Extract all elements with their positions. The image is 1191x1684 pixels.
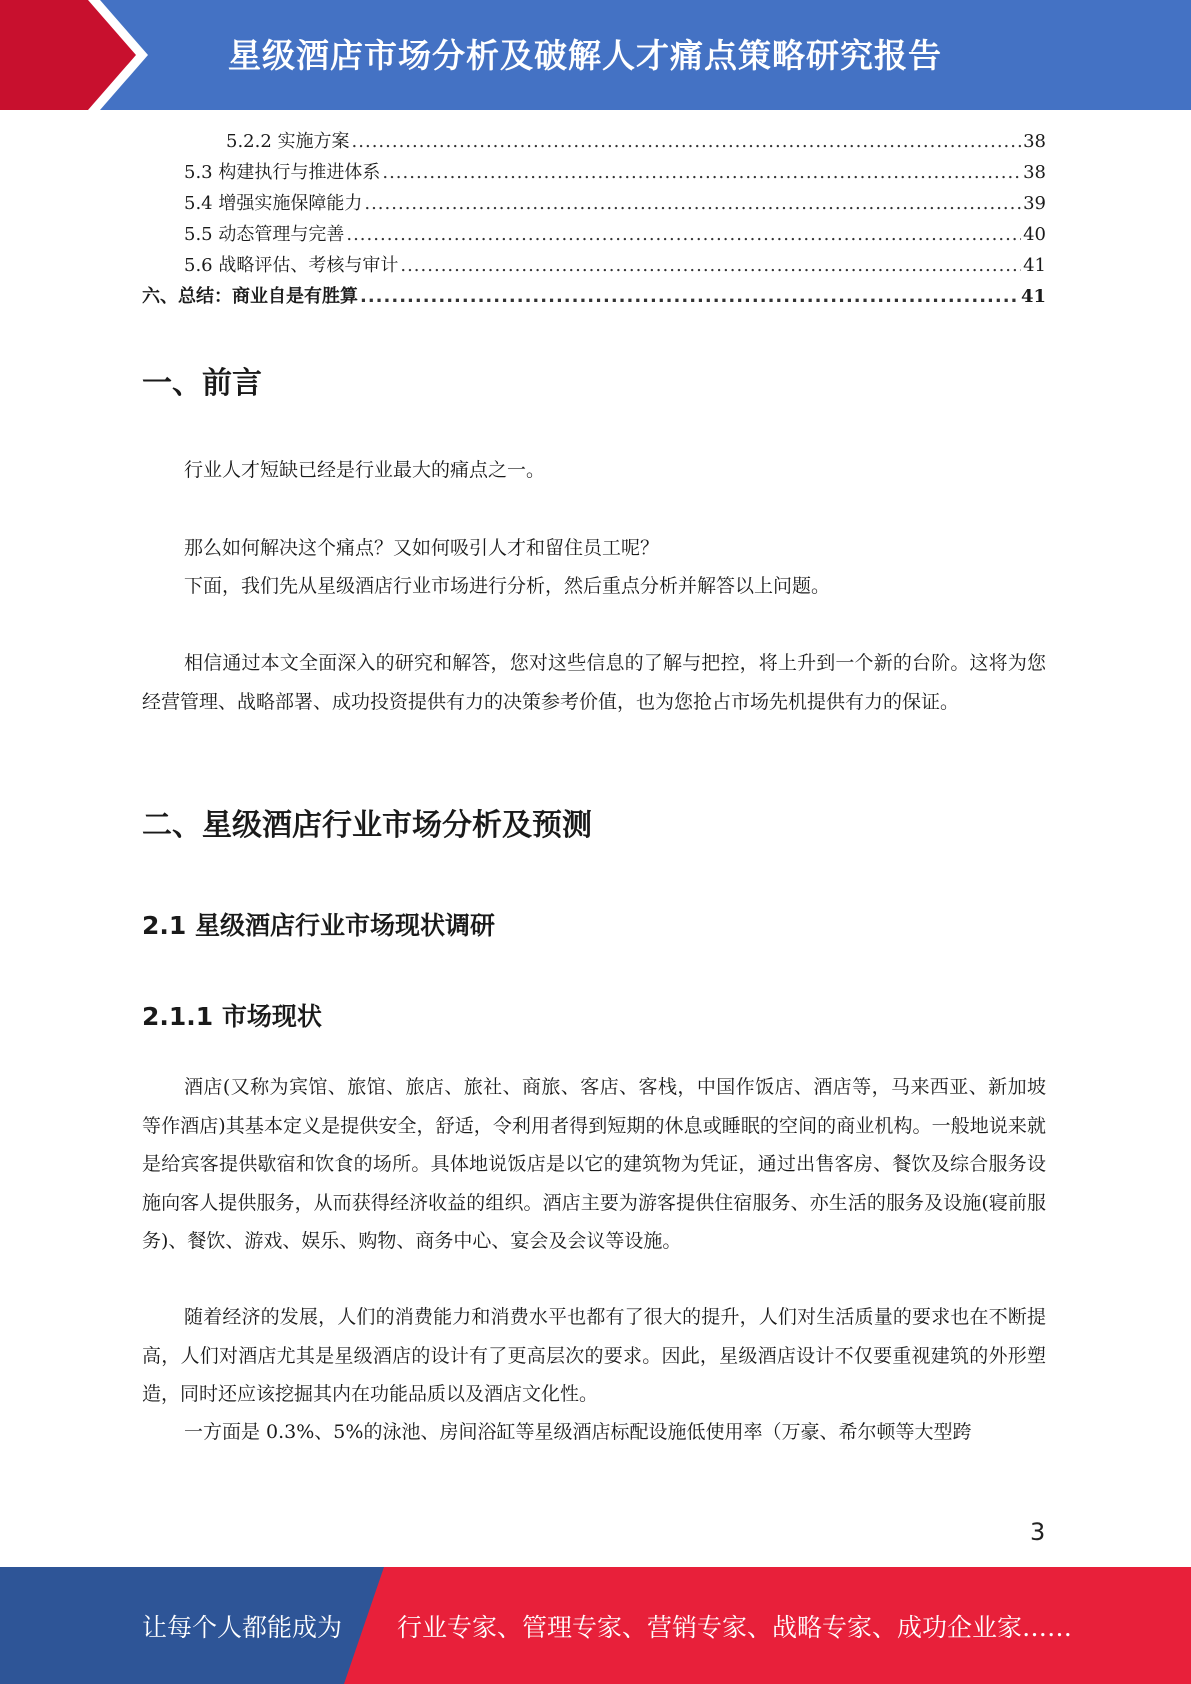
document-title: 星级酒店市场分析及破解人才痛点策略研究报告 [228, 36, 942, 75]
toc-page: 41 [1023, 255, 1046, 276]
header-arrow-decoration [0, 0, 160, 110]
toc-page: 41 [1020, 286, 1046, 307]
heading-market-analysis: 二、星级酒店行业市场分析及预测 [142, 808, 592, 843]
toc-page: 38 [1023, 162, 1046, 183]
paragraph: 一方面是 0.3%、5%的泳池、房间浴缸等星级酒店标配设施低使用率（万豪、希尔顿等大型跨 [184, 1421, 972, 1443]
footer-slogan-left: 让每个人都能成为 [142, 1613, 343, 1642]
toc-label: 5.3 构建执行与推进体系 [184, 162, 381, 183]
header-banner [0, 0, 1191, 110]
paragraph: 那么如何解决这个痛点？又如何吸引人才和留住员工呢？ [184, 537, 660, 559]
toc-leader [400, 250, 1021, 281]
toc-label: 六、总结：商业自是有胜算 [142, 286, 358, 307]
page-content [142, 126, 1046, 1443]
toc-label: 5.6 战略评估、考核与审计 [184, 255, 399, 276]
toc-page: 38 [1023, 131, 1046, 152]
paragraph: 行业人才短缺已经是行业最大的痛点之一。 [184, 459, 546, 481]
toc-leader [360, 281, 1019, 312]
paragraph: 相信通过本文全面深入的研究和解答，您对这些信息的了解与把控，将上升到一个新的台阶。这将为您经营管理、战略部署、成功投资提供有力的决策参考价值，也为您抢占市场先机提供有力的保证。 [142, 652, 1046, 713]
toc-entry-chapter[interactable] [142, 281, 1046, 312]
toc-leader [346, 219, 1021, 250]
toc-leader [364, 188, 1021, 219]
toc-page: 39 [1023, 193, 1046, 214]
toc-entry[interactable] [142, 188, 1046, 219]
heading-preface: 一、前言 [142, 366, 262, 401]
footer-slogan-right: 行业专家、管理专家、营销专家、战略专家、成功企业家…… [397, 1613, 1073, 1642]
toc-leader [352, 126, 1022, 157]
heading-market-status: 2.1.1 市场现状 [142, 1002, 322, 1031]
toc-leader [382, 157, 1021, 188]
paragraph: 酒店(又称为宾馆、旅馆、旅店、旅社、商旅、客店、客栈，中国作饭店、酒店等，马来西亚、新加坡等作酒店)其基本定义是提供安全，舒适，令利用者得到短期的休息或睡眠的空间的商业机构。一般地说来就是给宾客提供歇宿和饮食的场所。具体地说饭店是以它的建筑物为凭证，通过出售客房、餐饮及综合服务设施向客人提供服务，从而获得经济收益的组织。酒店主要为游客提供住宿服务、亦生活的服务及设施(寝前服务)、餐饮、游戏、娱乐、购物、商务中心、宴会及会议等设施。 [142, 1076, 1046, 1252]
toc-entry[interactable] [142, 250, 1046, 281]
toc-entry[interactable] [142, 219, 1046, 250]
toc-page: 40 [1023, 224, 1046, 245]
toc-entry[interactable] [142, 126, 1046, 157]
toc-label: 5.2.2 实施方案 [226, 131, 350, 152]
footer-banner [0, 1567, 1191, 1684]
toc-label: 5.4 增强实施保障能力 [184, 193, 363, 214]
toc-label: 5.5 动态管理与完善 [184, 224, 345, 245]
toc-entry[interactable] [142, 157, 1046, 188]
paragraph: 随着经济的发展，人们的消费能力和消费水平也都有了很大的提升，人们对生活质量的要求也在不断提高，人们对酒店尤其是星级酒店的设计有了更高层次的要求。因此，星级酒店设计不仅要重视建筑的外形塑造，同时还应该挖掘其内在功能品质以及酒店文化性。 [142, 1306, 1046, 1405]
heading-market-survey: 2.1 星级酒店行业市场现状调研 [142, 911, 495, 940]
paragraph: 下面，我们先从星级酒店行业市场进行分析，然后重点分析并解答以上问题。 [184, 575, 831, 597]
page-number: 3 [1030, 1518, 1046, 1546]
